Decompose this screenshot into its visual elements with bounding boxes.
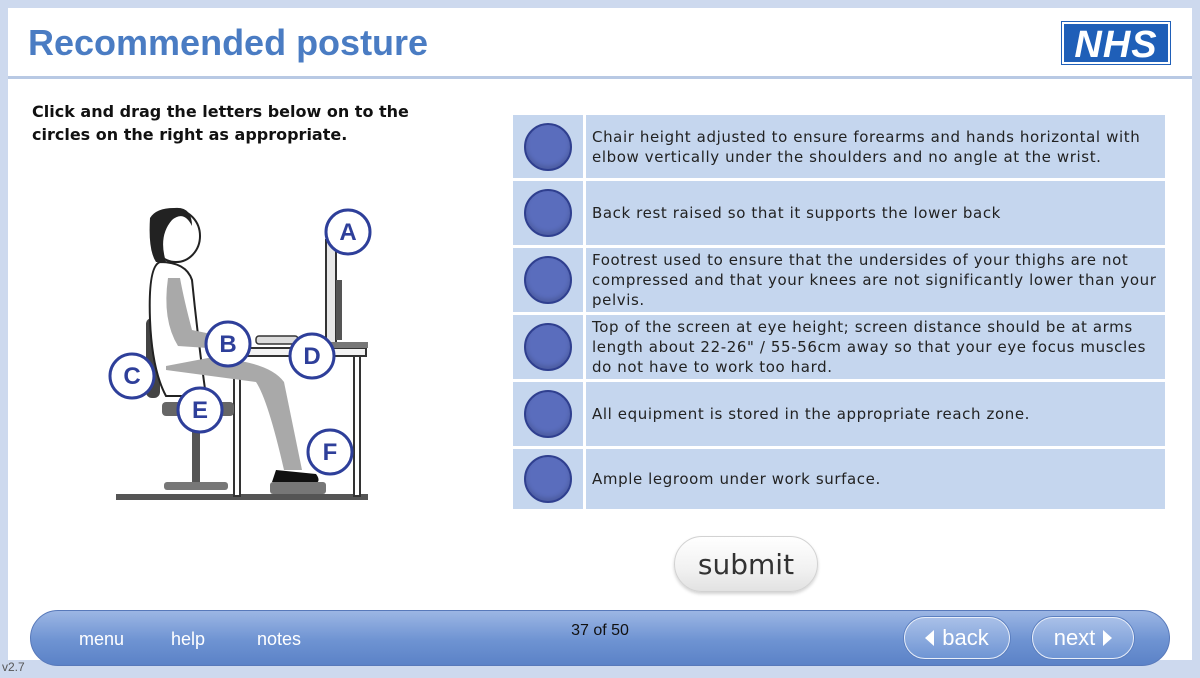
statement-text: Top of the screen at eye height; screen distance should be at arms length about 22-26" / 55-56cm away so that your eye focus muscles do not have to work too hard. bbox=[586, 315, 1165, 379]
drop-target-circle[interactable] bbox=[524, 390, 572, 438]
drop-target-circle[interactable] bbox=[524, 256, 572, 304]
label-marker-e[interactable] bbox=[178, 388, 222, 432]
monitor-icon bbox=[320, 240, 368, 348]
posture-illustration bbox=[88, 170, 438, 520]
match-row bbox=[513, 248, 1165, 312]
match-row bbox=[513, 449, 1165, 509]
drop-target-cell bbox=[513, 315, 583, 379]
match-row bbox=[513, 382, 1165, 446]
notes-link[interactable]: notes bbox=[257, 629, 302, 649]
back-button[interactable] bbox=[904, 617, 1010, 659]
label-marker-b[interactable] bbox=[206, 322, 250, 366]
match-row bbox=[513, 181, 1165, 245]
arrow-right-icon bbox=[1103, 630, 1112, 646]
drop-target-circle[interactable] bbox=[524, 455, 572, 503]
arrow-left-icon bbox=[925, 630, 934, 646]
nhs-logo: NHS bbox=[1062, 22, 1170, 64]
label-marker-d[interactable] bbox=[290, 334, 334, 378]
back-label: back bbox=[942, 625, 989, 650]
label-c-text: C bbox=[123, 363, 141, 390]
match-row bbox=[513, 315, 1165, 379]
drop-target-cell bbox=[513, 115, 583, 178]
drop-target-cell bbox=[513, 248, 583, 312]
label-e-text: E bbox=[191, 397, 209, 424]
label-marker-a[interactable] bbox=[326, 210, 370, 254]
frame-left bbox=[0, 0, 8, 678]
page-title: Recommended posture bbox=[28, 22, 429, 63]
label-a-text: A bbox=[339, 219, 357, 246]
drop-target-circle[interactable] bbox=[524, 323, 572, 371]
match-row bbox=[513, 115, 1165, 178]
drop-target-cell bbox=[513, 181, 583, 245]
label-b-text: B bbox=[219, 331, 237, 358]
title-divider bbox=[8, 76, 1192, 79]
version-label: v2.7 bbox=[2, 660, 25, 674]
keyboard-icon bbox=[256, 336, 298, 344]
label-f-text: F bbox=[322, 439, 338, 466]
label-marker-c[interactable] bbox=[110, 354, 154, 398]
page-counter: 37 of 50 bbox=[571, 622, 629, 639]
instruction-text: Click and drag the letters below on to the circles on the right as appropriate. bbox=[32, 102, 409, 144]
matching-table bbox=[513, 115, 1165, 512]
frame-top bbox=[0, 0, 1200, 8]
drop-target-cell bbox=[513, 382, 583, 446]
drop-target-circle[interactable] bbox=[524, 123, 572, 171]
menu-link[interactable]: menu bbox=[79, 629, 125, 649]
frame-right bbox=[1192, 0, 1200, 678]
drop-target-circle[interactable] bbox=[524, 189, 572, 237]
statement-text: Footrest used to ensure that the undersides of your thighs are not compressed and that your knees are not significantly lower than your pelvis. bbox=[586, 248, 1165, 312]
label-marker-f[interactable] bbox=[308, 430, 352, 474]
statement-text: Chair height adjusted to ensure forearms and hands horizontal with elbow vertically under the shoulders and no angle at the wrist. bbox=[586, 115, 1165, 178]
statement-text: Ample legroom under work surface. bbox=[586, 449, 1165, 509]
drop-target-cell bbox=[513, 449, 583, 509]
footrest-icon bbox=[270, 482, 326, 494]
statement-text: Back rest raised so that it supports the lower back bbox=[586, 181, 1165, 245]
statement-text: All equipment is stored in the appropriate reach zone. bbox=[586, 382, 1165, 446]
next-label: next bbox=[1053, 625, 1096, 650]
floor-line bbox=[116, 494, 368, 500]
next-button[interactable] bbox=[1032, 617, 1134, 659]
label-d-text: D bbox=[303, 343, 321, 370]
submit-button[interactable]: submit bbox=[674, 536, 818, 592]
help-link[interactable]: help bbox=[171, 629, 206, 649]
